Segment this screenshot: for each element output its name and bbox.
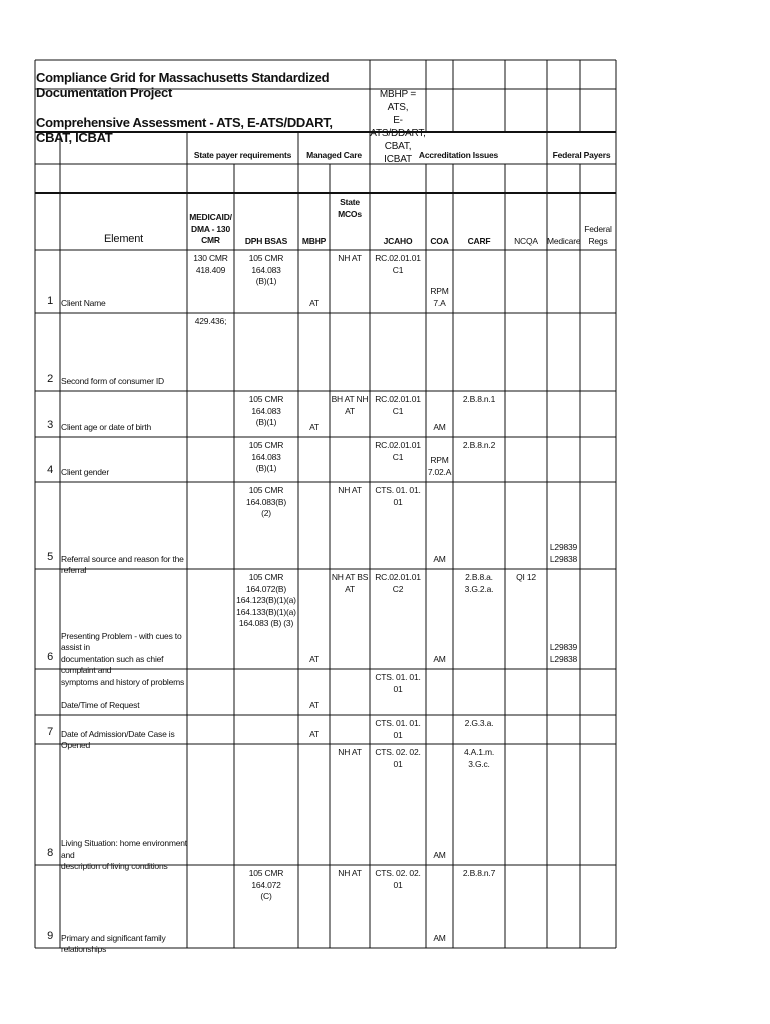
row-number: 5	[47, 551, 53, 563]
row-number: 6	[47, 651, 53, 663]
cell-jcaho: RC.02.01.01 C1	[375, 394, 421, 416]
cell-jcaho: CTS. 01. 01. 01	[375, 718, 421, 740]
cell-mbhp: AT	[309, 728, 319, 739]
col-header-element: Element	[104, 233, 143, 245]
cell-jcaho: CTS. 02. 02. 01	[375, 868, 421, 890]
group-header-state-payer: State payer requirements	[193, 150, 292, 160]
cell-mcos: NH AT	[338, 485, 362, 495]
element-cell: Client Name	[61, 297, 106, 308]
cell-dph: 105 CMR 164.072 (C)	[248, 868, 284, 901]
cell-carf: 2.B.8.n.2	[462, 440, 496, 450]
cell-coa: AM	[433, 932, 446, 943]
cell-medicare: L29839 L29838	[549, 542, 578, 564]
row-number: 8	[47, 847, 53, 859]
cell-dph: 105 CMR 164.083 (B)(1)	[248, 440, 284, 473]
col-header-medicare: Medicare	[547, 236, 581, 246]
col-header-carf: CARF	[467, 236, 491, 246]
col-header-jcaho: JCAHO	[383, 236, 413, 246]
cell-dph: 105 CMR 164.083 (B)(1)	[248, 394, 284, 427]
cell-carf: 2.B.8.n.7	[462, 868, 496, 878]
cell-mcos: NH AT	[338, 747, 362, 757]
col-header-dph: DPH BSAS	[244, 236, 288, 246]
row-number: 4	[47, 464, 53, 476]
group-header-federal: Federal Payers	[552, 150, 611, 160]
cell-ncqa: QI 12	[516, 572, 536, 582]
cell-mcos: NH AT BS AT	[331, 572, 369, 594]
sheet-subtitle: Comprehensive Assessment - ATS, E-ATS/DDART, CBAT, ICBAT	[36, 115, 333, 145]
cell-jcaho: CTS. 02. 02. 01	[375, 747, 421, 769]
cell-jcaho: RC.02.01.01 C1	[375, 440, 421, 462]
col-header-medicaid: MEDICAID/ DMA - 130 CMR	[189, 212, 232, 245]
element-cell: Date/Time of Request	[61, 699, 140, 710]
cell-carf: 2.B.8.n.1	[462, 394, 496, 404]
cell-carf: 2.B.8.a. 3.G.2.a.	[464, 572, 494, 594]
cell-dph: 105 CMR 164.083 (B)(1)	[248, 253, 284, 286]
cell-medicaid: 130 CMR 418.409	[193, 253, 228, 275]
col-header-federal-regs: Federal Regs	[584, 224, 612, 246]
row-number: 2	[47, 373, 53, 385]
cell-coa: RPM 7.02.A	[427, 455, 452, 477]
cell-mbhp: AT	[309, 297, 319, 308]
cell-carf: 2.G.3.a.	[464, 718, 494, 728]
element-cell: Presenting Problem - with cues to assist in documentation such as chief complaint and symptoms and history of problems	[61, 630, 185, 687]
row-number: 3	[47, 419, 53, 431]
cell-mbhp: AT	[309, 653, 319, 664]
element-cell: Date of Admission/Date Case is Opened	[61, 728, 175, 750]
col-header-mbhp: MBHP	[301, 236, 327, 246]
cell-medicaid: 429.436;	[194, 316, 227, 326]
cell-coa: AM	[433, 849, 446, 860]
col-header-state-mcos: State MCOs	[338, 197, 362, 219]
cell-jcaho: RC.02.01.01 C1	[375, 253, 421, 275]
cell-dph: 105 CMR 164.083(B) (2)	[245, 485, 287, 518]
cell-dph: 105 CMR 164.072(B) 164.123(B)(1)(a) 164.133(B)(1)(a) 164.083 (B) (3)	[236, 572, 296, 628]
cell-coa: AM	[433, 653, 446, 664]
cell-mbhp: AT	[309, 421, 319, 432]
cell-jcaho: CTS. 01. 01. 01	[375, 672, 421, 694]
row-number: 7	[47, 726, 53, 738]
cell-jcaho: CTS. 01. 01. 01	[375, 485, 421, 507]
element-cell: Referral source and reason for the referral	[61, 553, 184, 575]
cell-mbhp: AT	[309, 699, 319, 710]
cell-coa: RPM 7.A	[430, 286, 449, 308]
mbhp-note: MBHP = ATS, E-ATS/DDART, CBAT, ICBAT	[370, 89, 426, 165]
cell-medicare: L29839 L29838	[549, 642, 578, 664]
row-number: 1	[47, 295, 53, 307]
group-header-managed-care: Managed Care	[306, 150, 362, 160]
cell-carf: 4.A.1.m. 3.G.c.	[463, 747, 495, 769]
row-number: 9	[47, 930, 53, 942]
cell-coa: AM	[433, 553, 446, 564]
cell-mcos: NH AT	[338, 868, 362, 878]
element-cell: Client gender	[61, 466, 109, 477]
element-cell: Primary and significant family relationships	[61, 932, 166, 954]
group-header-accreditation: Accreditation Issues	[418, 150, 499, 160]
col-header-coa: COA	[430, 236, 449, 246]
cell-mcos: BH AT NH AT	[331, 394, 369, 416]
sheet-title: Compliance Grid for Massachusetts Standardized Documentation Project	[36, 70, 330, 100]
cell-mcos: NH AT	[338, 253, 362, 263]
col-header-ncqa: NCQA	[514, 236, 538, 246]
cell-coa: AM	[433, 421, 446, 432]
element-cell: Client age or date of birth	[61, 421, 152, 432]
element-cell: Living Situation: home environment and description of living conditions	[61, 838, 187, 871]
element-cell: Second form of consumer ID	[61, 375, 164, 386]
cell-jcaho: RC.02.01.01 C2	[375, 572, 421, 594]
